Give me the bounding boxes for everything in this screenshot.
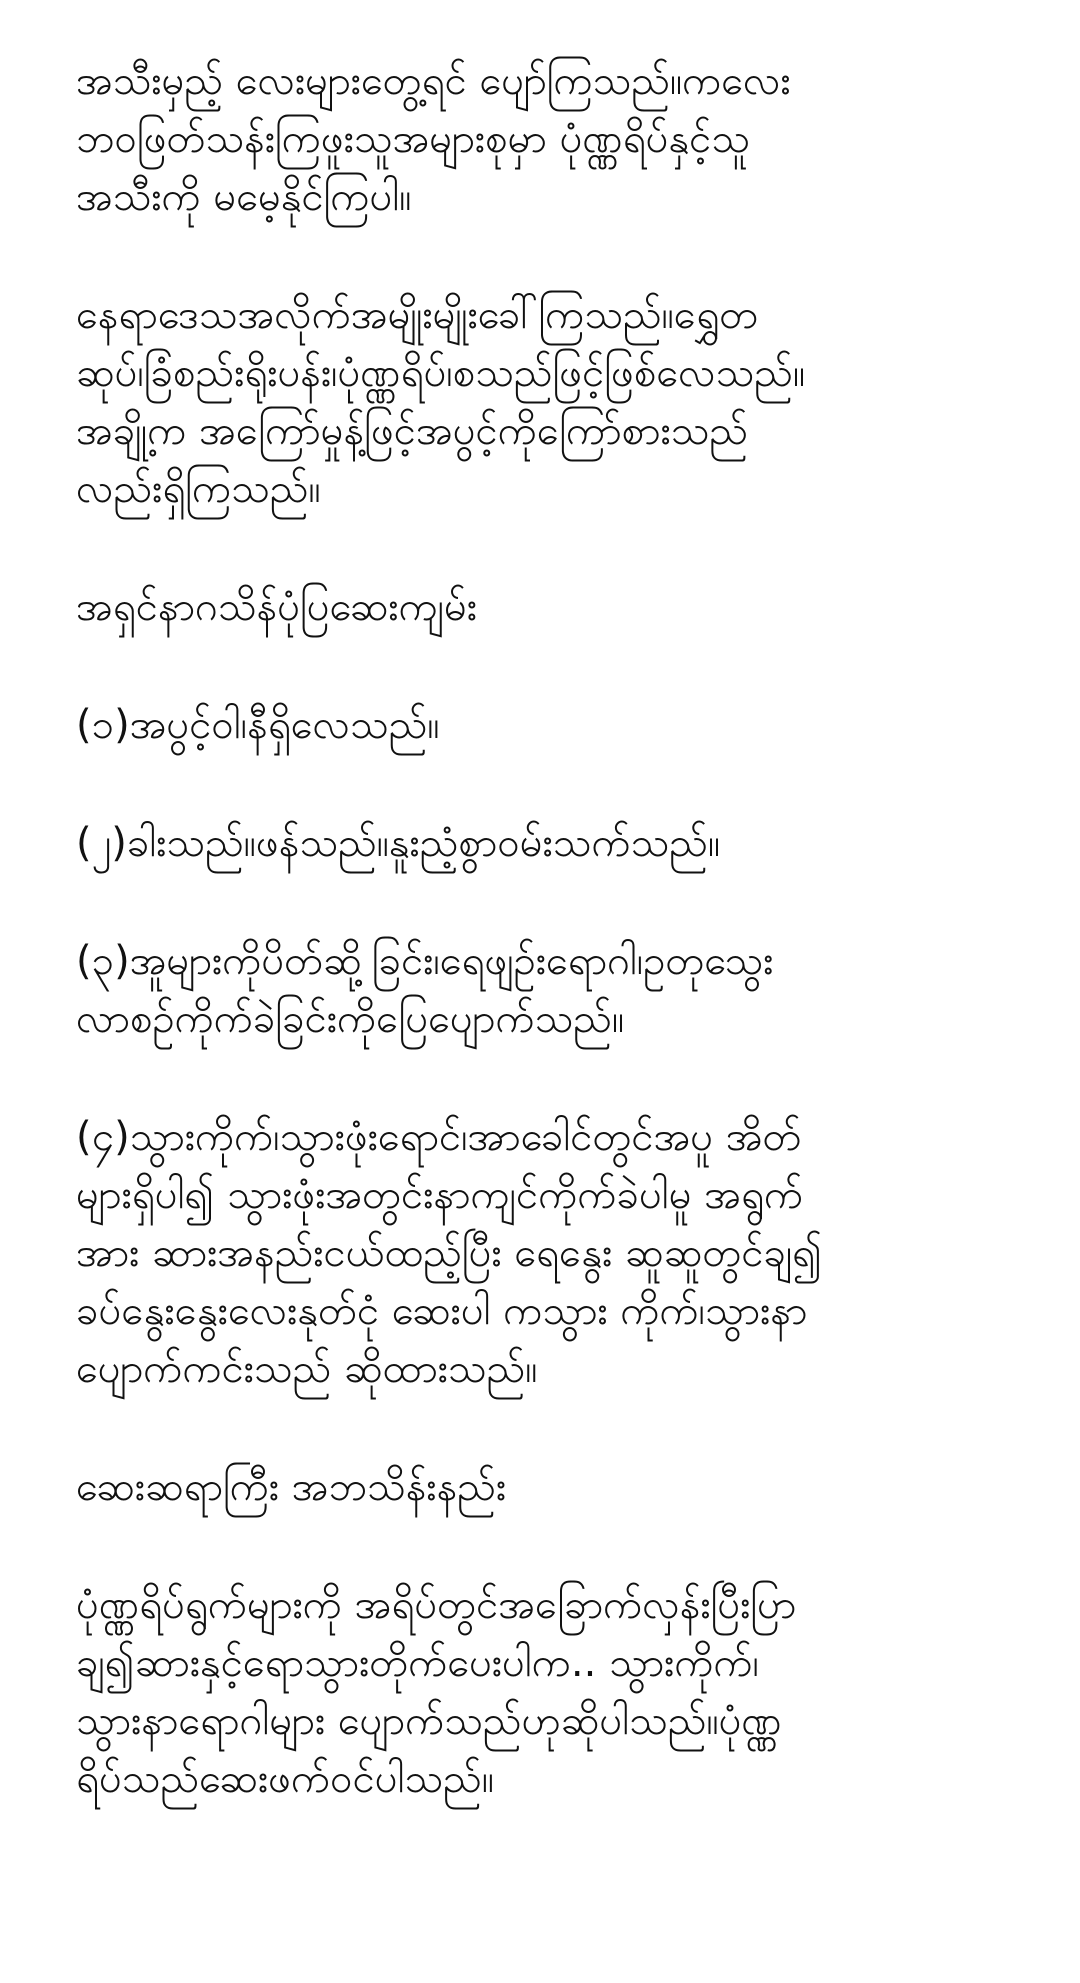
text-line: သွားနာရောဂါများ ပျောက်သည်ဟုဆိုပါသည်။ပုံဏ္ဏ (76, 1698, 782, 1744)
text-line: ပုံဏ္ဏရိပ်ရွက်များကို အရိပ်တွင်အခြောက်လှန်းပြီးပြာ (76, 1582, 797, 1628)
list-item-3 (76, 932, 1020, 1048)
text-line: အား ဆားအနည်းငယ်ထည့်ပြီး ရေနွေး ဆူဆူတွင်ချ၍ (76, 1230, 823, 1276)
text-line: (၃)အူများကိုပိတ်ဆို့ခြင်း၊ရေဖျဉ်းရောဂါ၊ဥတုသွေး (76, 938, 774, 984)
text-line: အသီးမှည့် လေးများတွေ့ရင် ပျော်ကြသည်။ကလေး (76, 58, 791, 104)
text-line: အသီးကို မမေ့နိုင်ကြပါ။ (76, 174, 412, 220)
text-line: အချို့က အကြော်မှုန့်ဖြင့်အပွင့်ကိုကြော်စားသည် (76, 408, 749, 454)
paragraph-names (76, 286, 1020, 518)
text-line: ရိပ်သည်ဆေးဖက်ဝင်ပါသည်။ (76, 1756, 494, 1802)
text-line: လည်းရှိကြသည်။ (76, 466, 321, 512)
text-line: ချ၍ဆားနှင့်ရောသွားတိုက်ပေးပါက.. သွားကိုက်၊ (76, 1640, 759, 1686)
text-line: ခပ်နွေးနွေးလေးနုတ်ငုံ ဆေးပါ ကသွား ကိုက်၊သွားနာ (76, 1288, 808, 1334)
text-line: ဆုပ်၊ခြံစည်းရိုးပန်း၊ပုံဏ္ဏရိပ်၊စသည်ဖြင့်ဖြစ်လေသည်။ (76, 350, 806, 396)
text-line: နေရာဒေသအလိုက်အမျိုးမျိုးခေါ်ကြသည်။ရွှေတ (76, 292, 759, 338)
text-line: (၁)အပွင့်ဝါ၊နီရှိလေသည်။ (76, 702, 440, 748)
section-heading-treatise (76, 578, 1020, 636)
text-line: များရှိပါ၍ သွားဖုံးအတွင်းနာကျင်ကိုက်ခဲပါမူ အရွက် (76, 1172, 804, 1218)
text-line: (၄)သွားကိုက်၊သွားဖုံးရောင်၊အာခေါင်တွင်အပူ အိတ် (76, 1114, 802, 1160)
list-item-2 (76, 814, 1020, 872)
text-line: ဘဝဖြတ်သန်းကြဖူးသူအများစုမှာ ပုံဏ္ဏရိပ်နှင့်သူ (76, 116, 751, 162)
heading-line: အရှင်နာဂသိန်ပုံပြဆေးကျမ်း (76, 584, 478, 630)
heading-line: ဆေးဆရာကြီး အဘသိန်းနည်း (76, 1464, 507, 1510)
section-heading-remedy (76, 1458, 1020, 1516)
text-line: လာစဉ်ကိုက်ခဲခြင်းကိုပြေပျောက်သည်။ (76, 996, 625, 1042)
list-item-1 (76, 696, 1020, 754)
text-line: ပျောက်ကင်းသည် ဆိုထားသည်။ (76, 1346, 538, 1392)
paragraph-intro (76, 52, 1020, 226)
list-item-4 (76, 1108, 1020, 1398)
paragraph-remedy (76, 1576, 1020, 1808)
text-line: (၂)ခါးသည်။ဖန်သည်။နူးညံ့စွာဝမ်းသက်သည်။ (76, 820, 721, 866)
